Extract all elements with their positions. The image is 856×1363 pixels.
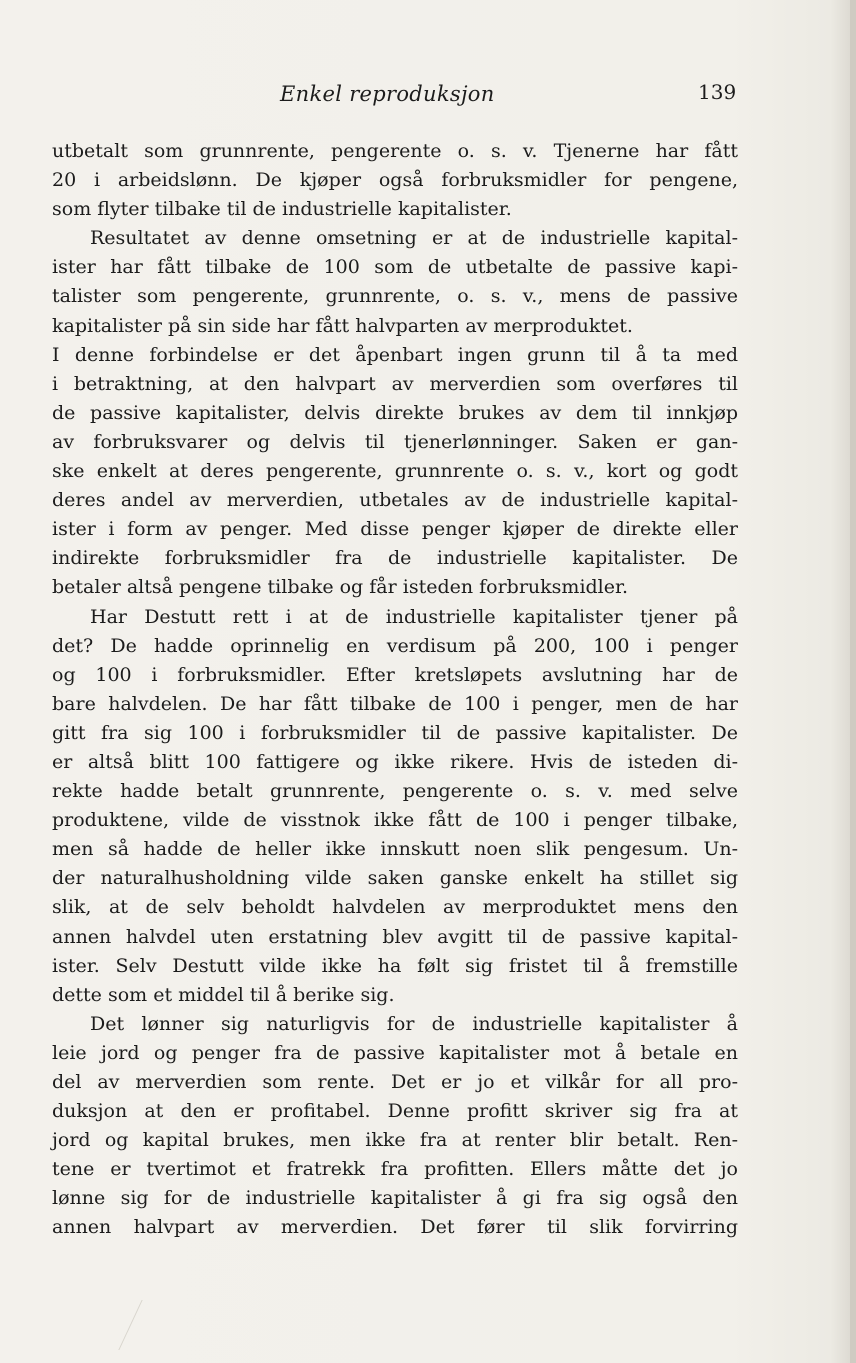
text-line: men så hadde de heller ikke innskutt noen slik pengesum. Un- <box>52 838 738 861</box>
text-line: der naturalhusholdning vilde saken ganske enkelt ha stillet sig <box>52 867 738 890</box>
text-line: ske enkelt at deres pengerente, grunnrente o. s. v., kort og godt <box>52 460 738 483</box>
text-line: betaler altså pengene tilbake og får isteden forbruksmidler. <box>52 576 629 599</box>
text-line: som flyter tilbake til de industrielle kapitalister. <box>52 198 512 221</box>
text-line: duksjon at den er profitabel. Denne profitt skriver sig fra at <box>52 1100 738 1123</box>
text-line: indirekte forbruksmidler fra de industrielle kapitalister. De <box>52 547 738 570</box>
text-line: bare halvdelen. De har fått tilbake de 100 i penger, men de har <box>52 692 738 715</box>
text-line: utbetalt som grunnrente, pengerente o. s. v. Tjenerne har fått <box>52 140 738 162</box>
text-line: produktene, vilde de visstnok ikke fått de 100 i penger tilbake, <box>52 809 738 832</box>
body-text <box>52 137 738 1243</box>
text-line: lønne sig for de industrielle kapitalister å gi fra sig også den <box>52 1187 738 1210</box>
text-line: ister i form av penger. Med disse penger kjøper de direkte eller <box>52 518 738 541</box>
text-line: gitt fra sig 100 i forbruksmidler til de passive kapitalister. De <box>52 721 738 744</box>
paper-crease-mark <box>118 1300 172 1350</box>
text-line: jord og kapital brukes, men ikke fra at renter blir betalt. Ren- <box>52 1129 738 1152</box>
text-line: talister som pengerente, grunnrente, o. s. v., mens de passive <box>52 285 738 308</box>
text-line: deres andel av merverdien, utbetales av de industrielle kapital- <box>52 489 738 512</box>
text-line: Har Destutt rett i at de industrielle kapitalister tjener på <box>90 605 738 628</box>
text-line: av forbruksvarer og delvis til tjenerlønninger. Saken er gan- <box>52 430 738 453</box>
text-line: ister har fått tilbake de 100 som de utbetalte de passive kapi- <box>52 256 738 279</box>
page-number: 139 <box>698 80 737 104</box>
text-line: 20 i arbeidslønn. De kjøper også forbruksmidler for pengene, <box>52 169 738 192</box>
page-edge <box>850 0 856 1363</box>
text-line: og 100 i forbruksmidler. Efter kretsløpets avslutning har de <box>52 663 738 686</box>
text-line: leie jord og penger fra de passive kapitalister mot å betale en <box>52 1041 738 1064</box>
text-line: rekte hadde betalt grunnrente, pengerente o. s. v. med selve <box>52 780 738 803</box>
text-line: slik, at de selv beholdt halvdelen av merproduktet mens den <box>52 896 738 919</box>
text-line: det? De hadde oprinnelig en verdisum på 200, 100 i penger <box>52 634 738 657</box>
text-line: dette som et middel til å berike sig. <box>52 983 395 1006</box>
text-line: de passive kapitalister, delvis direkte brukes av dem til innkjøp <box>52 401 738 424</box>
running-title: Enkel reproduksjon <box>280 82 495 106</box>
text-line: annen halvdel uten erstatning blev avgitt til de passive kapital- <box>52 925 738 948</box>
text-line: tene er tvertimot et fratrekk fra profitten. Ellers måtte det jo <box>52 1158 738 1181</box>
text-line: kapitalister på sin side har fått halvparten av merproduktet. <box>52 314 633 337</box>
text-line: Resultatet av denne omsetning er at de industrielle kapital- <box>90 227 738 250</box>
text-line: Det lønner sig naturligvis for de industrielle kapitalister å <box>90 1012 738 1035</box>
text-line: I denne forbindelse er det åpenbart ingen grunn til å ta med <box>52 343 738 366</box>
text-line: del av merverdien som rente. Det er jo et vilkår for all pro- <box>52 1071 738 1093</box>
text-line: ister. Selv Destutt vilde ikke ha følt sig fristet til å fremstille <box>52 954 738 977</box>
text-line: annen halvpart av merverdien. Det fører til slik forvirring <box>52 1216 738 1239</box>
text-line: er altså blitt 100 fattigere og ikke rikere. Hvis de isteden di- <box>52 750 738 773</box>
text-line: i betraktning, at den halvpart av merverdien som overføres til <box>52 372 738 395</box>
